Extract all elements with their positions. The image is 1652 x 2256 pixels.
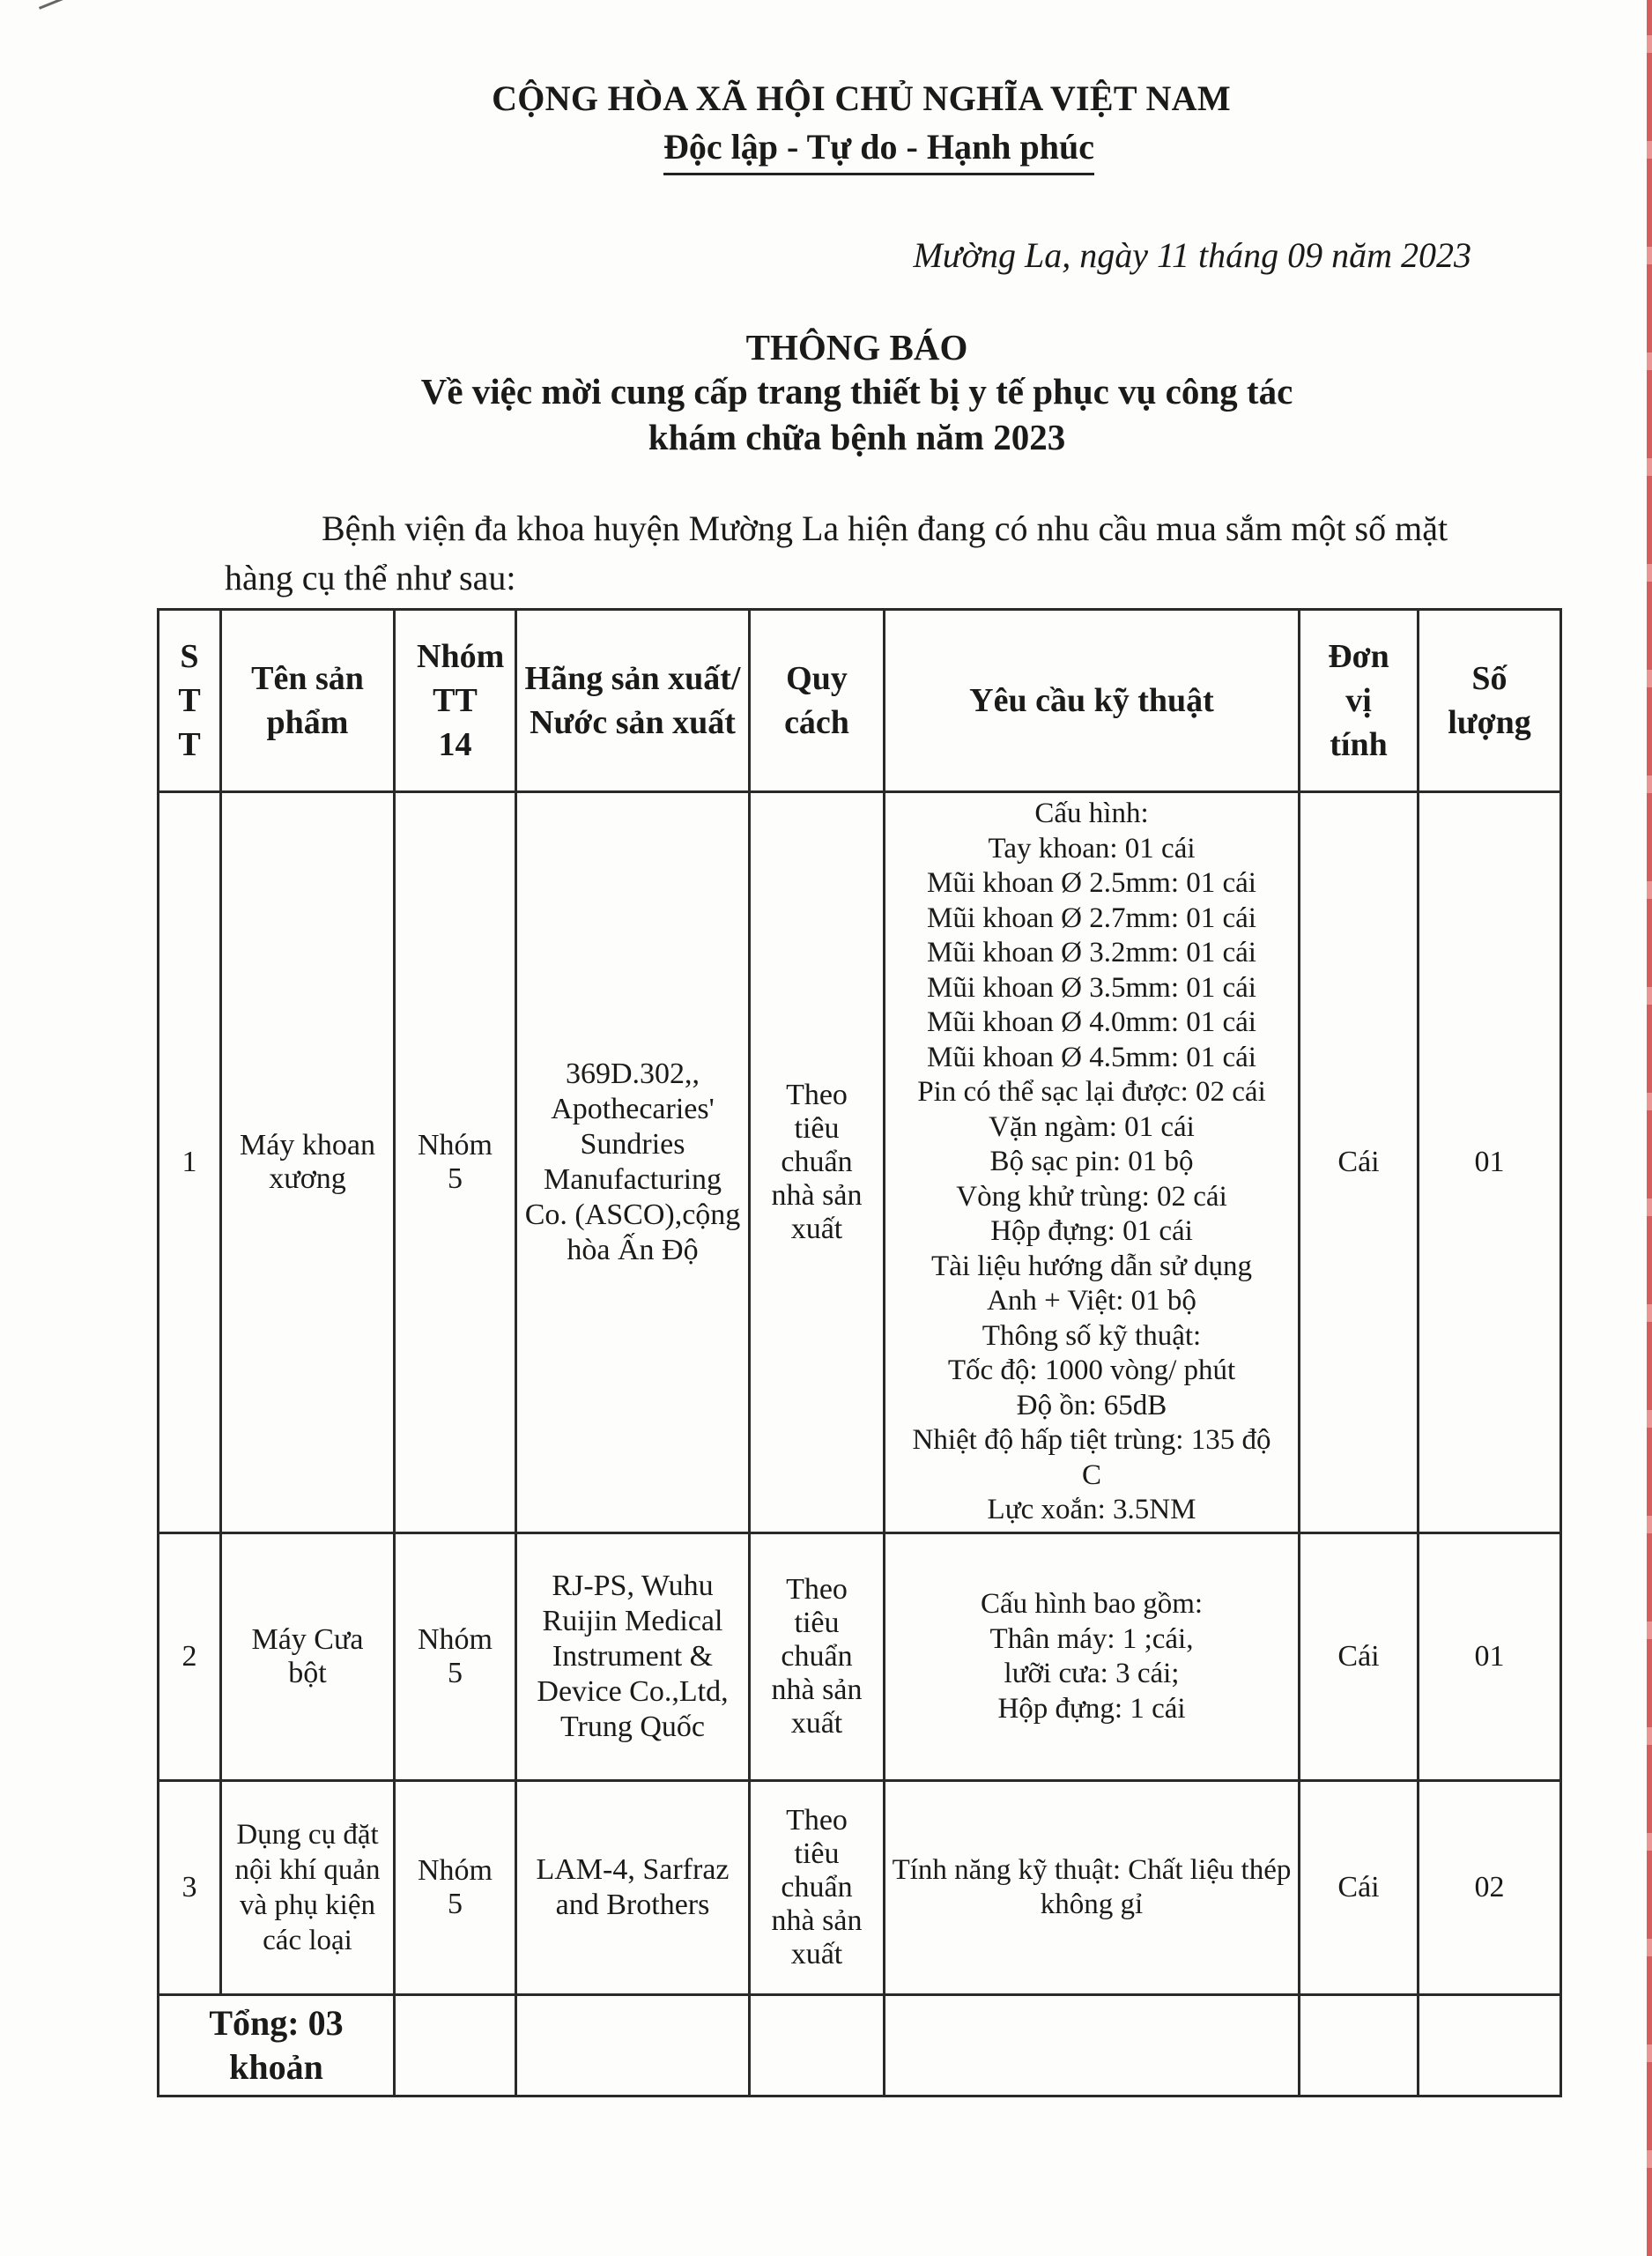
- header-qty: Số lượng: [1419, 610, 1561, 792]
- req-line: Tài liệu hướng dẫn sử dụng: [931, 1250, 1252, 1282]
- req-line: Anh + Việt: 01 bộ: [987, 1285, 1196, 1317]
- req-line: Mũi khoan Ø 3.2mm: 01 cái: [927, 937, 1256, 969]
- row-manufacturer: 369D.302,, Apothecaries' Sundries Manufacturing Co. (ASCO),cộng hòa Ấn Độ: [516, 792, 750, 1533]
- table-row: [159, 1781, 1561, 1995]
- total-empty-cell: [1300, 1995, 1419, 2096]
- row-qty: 02: [1419, 1781, 1561, 1995]
- req-line: Vòng khử trùng: 02 cái: [956, 1180, 1227, 1213]
- row-name: Dụng cụ đặt nội khí quản và phụ kiện các loại: [221, 1781, 395, 1995]
- req-line: Nhiệt độ hấp tiệt trùng: 135 độ: [912, 1424, 1271, 1457]
- pen-stroke-mark: [39, 0, 114, 10]
- table-header-row: [159, 610, 1561, 792]
- req-line: Mũi khoan Ø 4.0mm: 01 cái: [927, 1006, 1256, 1039]
- req-line: Mũi khoan Ø 3.5mm: 01 cái: [927, 971, 1256, 1004]
- req-line: Độ ồn: 65dB: [1016, 1389, 1167, 1421]
- req-line: Thân máy: 1 ;cái,: [989, 1622, 1194, 1655]
- req-line: Thông số kỹ thuật:: [982, 1319, 1202, 1352]
- req-line: Vặn ngàm: 01 cái: [989, 1110, 1195, 1143]
- req-line: Mũi khoan Ø 4.5mm: 01 cái: [927, 1041, 1256, 1073]
- req-line: Hộp đựng: 01 cái: [990, 1215, 1193, 1248]
- row-requirements: [885, 1533, 1300, 1781]
- req-line: C: [1081, 1458, 1101, 1491]
- req-line: Tốc độ: 1000 vòng/ phút: [947, 1354, 1236, 1387]
- table-row: [159, 1533, 1561, 1781]
- title-block: [0, 326, 1652, 460]
- row-unit: Cái: [1300, 1533, 1419, 1781]
- row-group: Nhóm 5: [395, 1533, 516, 1781]
- document-subtitle-line2: khám chữa bệnh năm 2023: [648, 417, 1066, 457]
- header-manufacturer: Hãng sản xuất/ Nước sản xuất: [516, 610, 750, 792]
- total-label: Tổng: 03 khoản: [159, 1995, 395, 2096]
- total-empty-cell: [395, 1995, 516, 2096]
- total-empty-cell: [1419, 1995, 1561, 2096]
- req-line: lưỡi cưa: 3 cái;: [1004, 1658, 1180, 1689]
- req-line: Mũi khoan Ø 2.7mm: 01 cái: [927, 902, 1256, 934]
- row-unit: Cái: [1300, 1781, 1419, 1995]
- row-stt: 3: [159, 1781, 221, 1995]
- intro-text: Bệnh viện đa khoa huyện Mường La hiện đang có nhu cầu mua sắm một số mặt hàng cụ thể như sau:: [225, 508, 1448, 597]
- items-table: [157, 608, 1562, 2097]
- total-empty-cell: [885, 1995, 1300, 2096]
- national-motto: Độc lập - Tự do - Hạnh phúc: [663, 126, 1094, 175]
- row-qty: 01: [1419, 792, 1561, 1533]
- row-stt: 2: [159, 1533, 221, 1781]
- row-requirements: [885, 792, 1300, 1533]
- table-total-row: [159, 1995, 1561, 2096]
- req-line: Mũi khoan Ø 2.5mm: 01 cái: [927, 867, 1256, 900]
- req-line: Lực xoắn: 3.5NM: [987, 1494, 1196, 1526]
- header-unit: Đơn vị tính: [1300, 610, 1419, 792]
- row-manufacturer: RJ-PS, Wuhu Ruijin Medical Instrument & Device Co.,Ltd, Trung Quốc: [516, 1533, 750, 1781]
- row-qty: 01: [1419, 1533, 1561, 1781]
- req-line: Hộp đựng: 1 cái: [997, 1692, 1186, 1725]
- row-group: Nhóm 5: [395, 792, 516, 1533]
- req-line: Tính năng kỹ thuật: Chất liệu thép không gỉ: [892, 1853, 1292, 1920]
- header-name: Tên sản phẩm: [221, 610, 395, 792]
- req-line: Pin có thể sạc lại được: 02 cái: [917, 1076, 1266, 1109]
- header-group: Nhóm TT 14: [395, 610, 516, 792]
- intro-paragraph: [225, 504, 1493, 603]
- req-line: Cấu hình bao gồm:: [980, 1588, 1204, 1620]
- row-name: Máy Cưa bột: [221, 1533, 395, 1781]
- row-requirements: [885, 1781, 1300, 1995]
- place-date: Mường La, ngày 11 tháng 09 năm 2023: [913, 235, 1471, 275]
- row-spec: Theo tiêu chuẩn nhà sản xuất: [750, 792, 885, 1533]
- header-spec: Quy cách: [750, 610, 885, 792]
- req-line: Tay khoan: 01 cái: [988, 832, 1196, 865]
- nation-name: CỘNG HÒA XÃ HỘI CHỦ NGHĨA VIỆT NAM: [492, 78, 1231, 118]
- row-manufacturer: LAM-4, Sarfraz and Brothers: [516, 1781, 750, 1995]
- document-subtitle-line1: Về việc mời cung cấp trang thiết bị y tế phục vụ công tác: [420, 371, 1293, 412]
- header-requirements: Yêu cầu kỹ thuật: [885, 610, 1300, 792]
- document-title: THÔNG BÁO: [745, 327, 968, 367]
- row-group: Nhóm 5: [395, 1781, 516, 1995]
- req-line: Bộ sạc pin: 01 bộ: [989, 1146, 1194, 1178]
- document-header: [0, 78, 1652, 175]
- req-line: Cấu hình:: [1034, 798, 1149, 830]
- row-spec: Theo tiêu chuẩn nhà sản xuất: [750, 1781, 885, 1995]
- total-empty-cell: [516, 1995, 750, 2096]
- header-stt: S T T: [159, 610, 221, 792]
- row-stt: 1: [159, 792, 221, 1533]
- row-name: Máy khoan xương: [221, 792, 395, 1533]
- total-empty-cell: [750, 1995, 885, 2096]
- row-unit: Cái: [1300, 792, 1419, 1533]
- table-row: [159, 792, 1561, 1533]
- row-spec: Theo tiêu chuẩn nhà sản xuất: [750, 1533, 885, 1781]
